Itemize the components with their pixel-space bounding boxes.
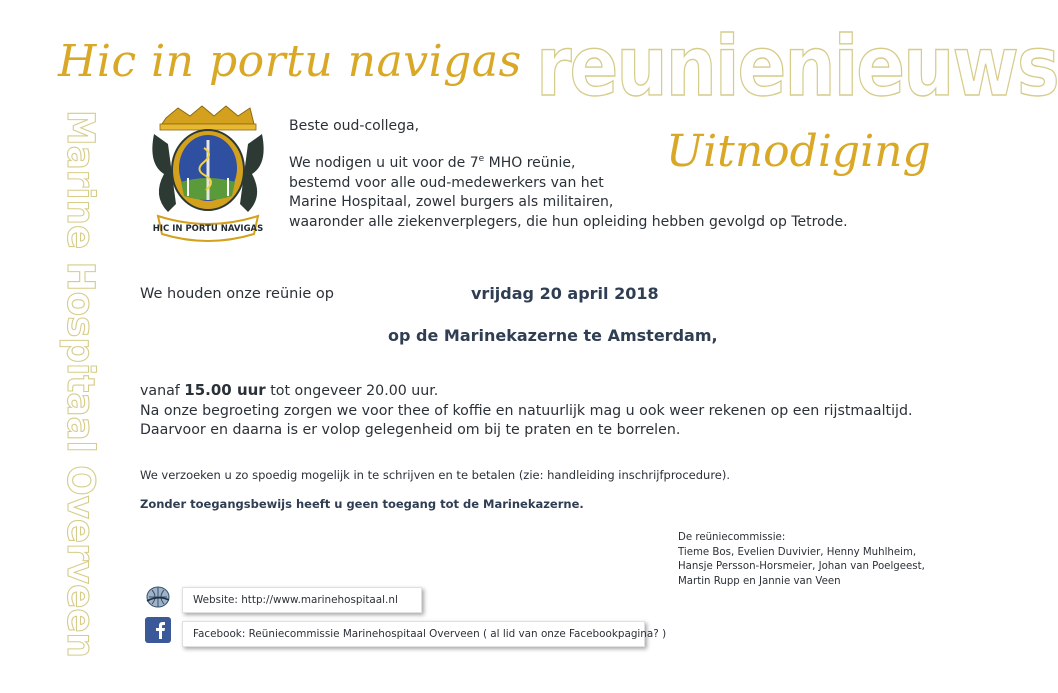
crest-ribbon-text: HIC IN PORTU NAVIGAS xyxy=(152,224,264,234)
committee-block xyxy=(678,531,925,589)
facebook-icon[interactable] xyxy=(145,617,171,643)
intro-paragraph xyxy=(289,150,848,232)
newsletter-title: reunienieuws xyxy=(536,18,1058,115)
program-line-1: vanaf 15.00 uur tot ongeveer 20.00 uur. xyxy=(140,381,439,399)
invitation-title: Uitnodiging xyxy=(666,126,931,177)
program-line-2: Na onze begroeting zorgen we voor thee of koffie en natuurlijk mag u ook weer rekenen op een rijstmaaltijd. xyxy=(140,402,913,419)
start-time: 15.00 uur xyxy=(184,381,266,399)
committee-line-3: Martin Rupp en Jannie van Veen xyxy=(678,575,841,587)
committee-line-1: Tieme Bos, Evelien Duvivier, Henny Muhlheim, xyxy=(678,546,917,558)
crest-logo xyxy=(148,104,268,246)
committee-heading: De reüniecommissie: xyxy=(678,532,786,543)
committee-line-2: Hansje Persson-Horsmeier, Johan van Poelgeest, xyxy=(678,561,925,573)
program-line-3: Daarvoor en daarna is er volop gelegenheid om bij te praten en te borrelen. xyxy=(140,422,681,438)
event-location: op de Marinekazerne te Amsterdam, xyxy=(388,326,718,345)
website-link[interactable]: Website: http://www.marinehospitaal.nl xyxy=(182,587,422,613)
greeting: Beste oud-collega, xyxy=(289,118,420,134)
access-warning: Zonder toegangsbewijs heeft u geen toegang tot de Marinekazerne. xyxy=(140,497,584,511)
side-title-text: Marine Hospitaal Overveen xyxy=(59,110,102,678)
globe-icon[interactable] xyxy=(145,585,171,609)
facebook-link[interactable]: Facebook: Reüniecommissie Marinehospitaal Overveen ( al lid van onze Facebookpagina? ) xyxy=(182,621,645,647)
intro-line-1: We nodigen u uit voor de 7e MHO reünie, xyxy=(289,154,576,171)
event-intro: We houden onze reünie op xyxy=(140,286,334,302)
side-title xyxy=(54,104,104,678)
intro-line-3: Marine Hospitaal, zowel burgers als militairen, xyxy=(289,194,614,210)
intro-line-4: waaronder alle ziekenverplegers, die hun opleiding hebben gevolgd op Tetrode. xyxy=(289,213,848,230)
program-paragraph xyxy=(140,381,913,441)
registration-request: We verzoeken u zo spoedig mogelijk in te schrijven en te betalen (zie: handleiding inschrijfprocedure). xyxy=(140,468,731,482)
motto-heading: Hic in portu navigas xyxy=(58,36,522,87)
event-date: vrijdag 20 april 2018 xyxy=(471,284,659,303)
intro-line-2: bestemd voor alle oud-medewerkers van het xyxy=(289,174,604,191)
